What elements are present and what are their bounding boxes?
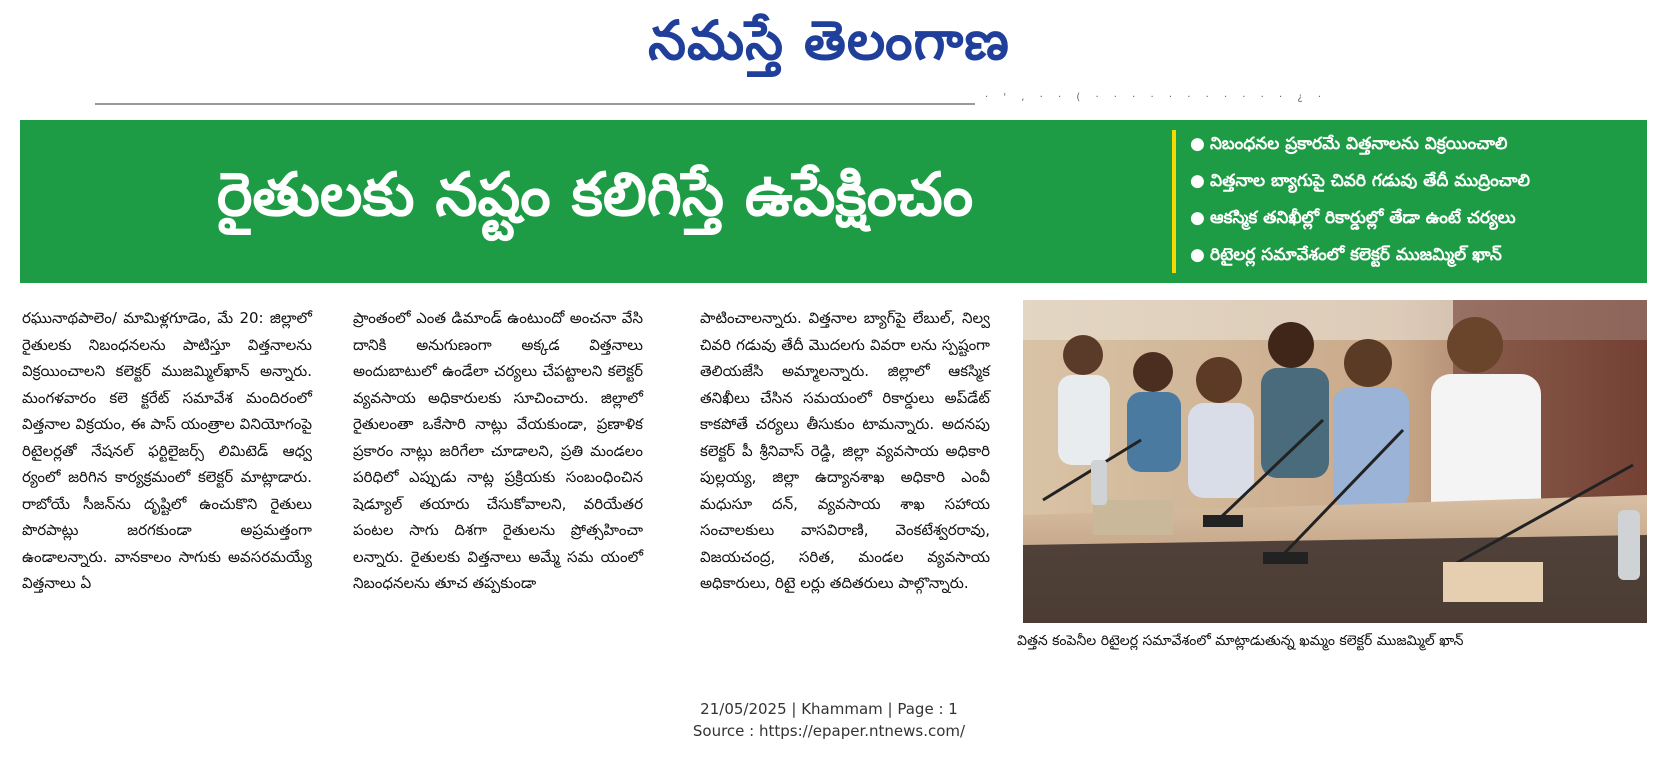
article-column-1: రఘునాథపాలెం/ మామిళ్లగూడెం, మే 20: జిల్లాలో రైతులకు నిబంధనలను పాటిస్తూ విత్తనాలను విక్రయించాలని కలెక్టర్ ముజమ్మిల్‌ఖాన్ అన్నారు. మంగళవారం కలె క్టరేట్ సమావేశ మందిరంలో విత్తనాల విక్రయం, ఈ పాస్ యంత్రాల వినియోగంపై రిటైలర్లతో నేషనల్ ఫర్టిలైజర్స్ లిమిటెడ్ ఆధ్వ ర్యంలో జరిగిన కార్యక్రమంలో కలెక్టర్ మాట్లాడారు. రాబోయే సీజన్‌ను దృష్టిలో ఉంచుకొని రైతులు పొరపాట్లు జరగకుండా అప్రమత్తంగా ఉండాలన్నారు. వానకాలం సాగుకు అవసరమయ్యే విత్తనాలు ఏ <box>22 309 312 592</box>
banner-separator <box>1172 130 1176 273</box>
footer-source: Source : https://epaper.ntnews.com/ <box>692 722 966 740</box>
headline-banner <box>20 120 1647 283</box>
highlight-list <box>1190 126 1640 274</box>
highlight-text: ఆకస్మిక తనిఖీల్లో రికార్డుల్లో తేడా ఉంటే చర్యలు <box>1210 208 1516 228</box>
meeting-photo-illustration <box>1023 300 1647 623</box>
article-column-3: పాటించాలన్నారు. విత్తనాల బ్యాగ్‌పై లేబుల్, నిల్వ చివరి గడువు తేదీ మొదలగు వివరా లను స్పష్టంగా తెలియజేసి అమ్మాలన్నారు. జిల్లాలో ఆకస్మిక తనిఖీలు చేసిన సమయంలో రికార్డులు అప్‌డేట్ కాకపోతే చర్యలు తీసుకుం టామన్నారు. అదనపు కలెక్టర్ పీ శ్రీనివాస్ రెడ్డి, జిల్లా వ్యవసాయ అధికారి పుల్లయ్య, జిల్లా ఉద్యానశాఖ అధికారి ఎంవీ మధుసూ దన్, వ్యవసాయ శాఖ సహాయ సంచాలకులు వాసవిరాణి, వెంకటేశ్వరరావు, విజయచంద్ర, సరిత, మండల వ్యవసాయ అధికారులు, రిటై లర్లు తదితరులు పాల్గొన్నారు. <box>700 309 990 592</box>
highlight-text: నిబంధనల ప్రకారమే విత్తనాలను విక్రయించాలి <box>1210 134 1508 154</box>
highlight-item <box>1190 126 1640 163</box>
photo-caption: విత్తన కంపెనీల రిటైలర్ల సమావేశంలో మాట్లాడుతున్న ఖమ్మం కలెక్టర్ ముజమ్మిల్ ఖాన్ <box>1017 633 1464 649</box>
footer-date-edition: 21/05/2025 | Khammam | Page : 1 <box>700 700 958 718</box>
highlight-text: విత్తనాల బ్యాగుపై చివరి గడువు తేదీ ముద్రించాలి <box>1210 171 1530 191</box>
article-column-2: ప్రాంతంలో ఎంత డిమాండ్ ఉంటుందో అంచనా వేసి దానికి అనుగుణంగా అక్కడ విత్తనాలు అందుబాటులో ఉండేలా చర్యలు చేపట్టాలని కలెక్టర్ వ్యవసాయ అధికారులకు సూచించారు. జిల్లాలో రైతులంతా ఒకేసారి నాట్లు వేయకుండా, ప్రణాళిక ప్రకారం నాట్లు జరిగేలా చూడాలని, ప్రతి మండలం పరిధిలో ఎప్పుడు నాట్ల ప్రక్రియకు సంబంధించిన షెడ్యూల్ తయారు చేసుకోవాలని, వరియేతర పంటల సాగు దిశగా రైతులను ప్రోత్సహించా లన్నారు. రైతులకు విత్తనాలు అమ్మే సమ యంలో నిబంధనలను తూచ తప్పకుండా <box>353 309 643 592</box>
masthead-rule <box>95 103 975 105</box>
headline: రైతులకు నష్టం కలిగిస్తే ఉపేక్షించం <box>216 159 974 230</box>
highlight-text: రిటైలర్ల సమావేశంలో కలెక్టర్ ముజమ్మిల్ ఖాన్ <box>1210 245 1502 265</box>
bullet-icon: ● <box>1190 134 1205 154</box>
page-footer <box>0 698 1658 742</box>
cropped-text-strip: · ' , · · ( · · · · · · · · · · · ¿ · <box>985 92 1328 103</box>
bullet-icon: ● <box>1190 171 1205 191</box>
bullet-icon: ● <box>1190 245 1205 265</box>
highlight-item <box>1190 237 1640 274</box>
news-photo <box>1023 300 1647 623</box>
bullet-icon: ● <box>1190 208 1205 228</box>
highlight-item <box>1190 200 1640 237</box>
masthead-logo: నమస్తే తెలంగాణ <box>648 8 1010 72</box>
highlight-item <box>1190 163 1640 200</box>
